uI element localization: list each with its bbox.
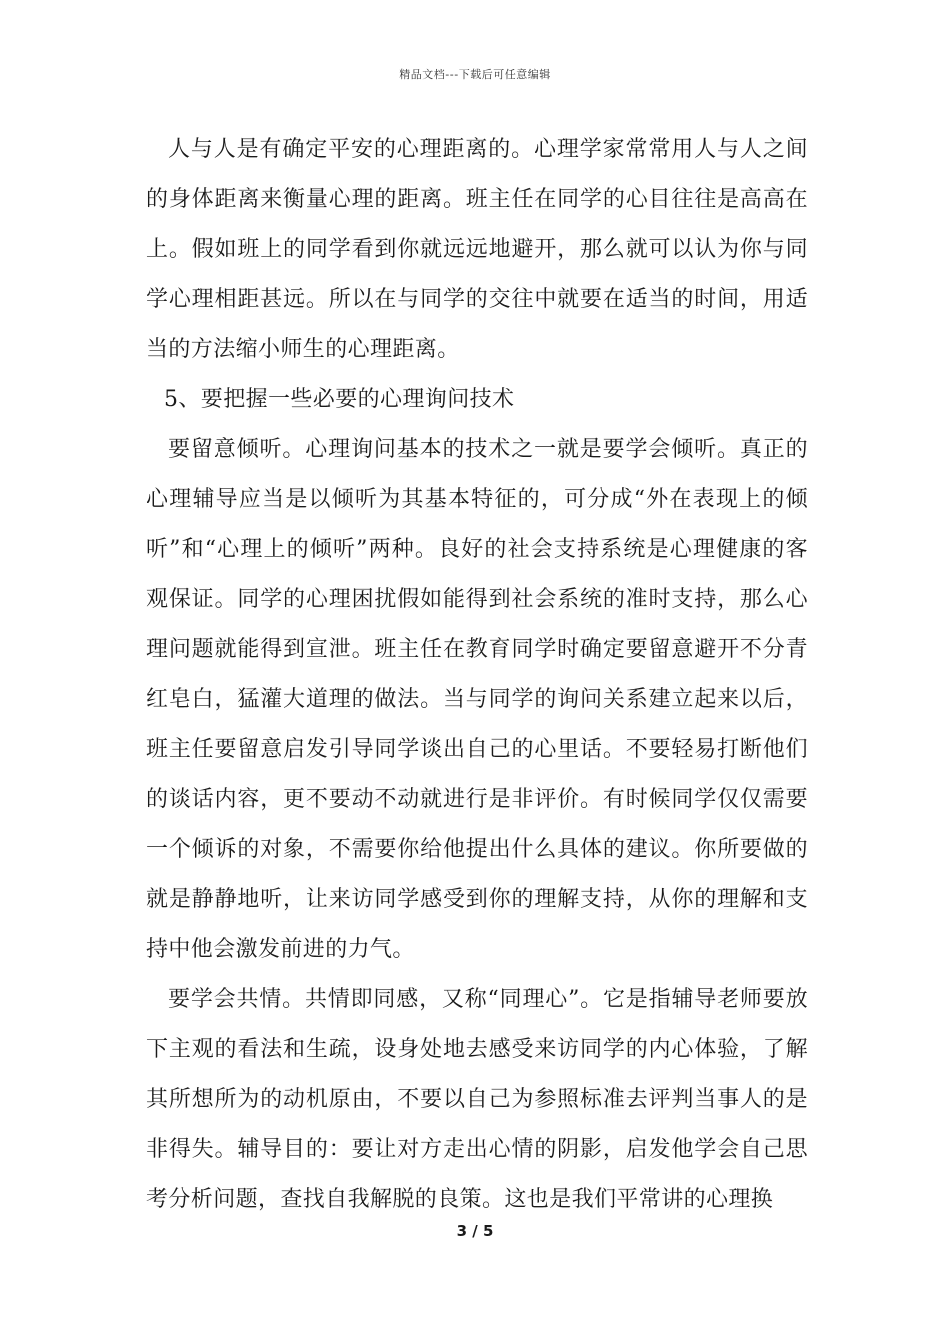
page-number: 3 / 5 — [456, 1222, 494, 1240]
paragraph-psychological-distance: 人与人是有确定平安的心理距离的。心理学家常常用人与人之间的身体距离来衡量心理的距离。班主任在同学的心目往往是高高在上。假如班上的同学看到你就远远地避开，那么就可以认为你与同学心理相距甚远。所以在与同学的交往中就要在适当的时间，用适当的方法缩小师生的心理距离。 — [146, 137, 808, 362]
section-heading-counseling-skills: 5、要把握一些必要的心理询问技术 — [164, 387, 515, 412]
paragraph-empathy: 要学会共情。共情即同感，又称“同理心”。它是指辅导老师要放下主观的看法和生疏，设身处地去感受来访同学的内心体验，了解其所想所为的动机原由，不要以自己为参照标准去评判当事人的是非得失。辅导目的：要让对方走出心情的阴影，启发他学会自己思考分析问题，查找自我解脱的良策。这也是我们平常讲的心理换 — [146, 987, 808, 1212]
page-header: 精品文档---下载后可任意编辑 — [399, 68, 551, 81]
document-body — [146, 125, 808, 1225]
paragraph-listening: 要留意倾听。心理询问基本的技术之一就是要学会倾听。真正的心理辅导应当是以倾听为其基本特征的，可分成“外在表现上的倾听”和“心理上的倾听”两种。良好的社会支持系统是心理健康的客观保证。同学的心理困扰假如能得到社会系统的准时支持，那么心理问题就能得到宣泄。班主任在教育同学时确定要留意避开不分青红皂白，猛灌大道理的做法。当与同学的询问关系建立起来以后，班主任要留意启发引导同学谈出自己的心里话。不要轻易打断他们的谈话内容，更不要动不动就进行是非评价。有时候同学仅仅需要一个倾诉的对象，不需要你给他提出什么具体的建议。你所要做的就是静静地听，让来访同学感受到你的理解支持，从你的理解和支持中他会激发前进的力气。 — [146, 437, 808, 962]
